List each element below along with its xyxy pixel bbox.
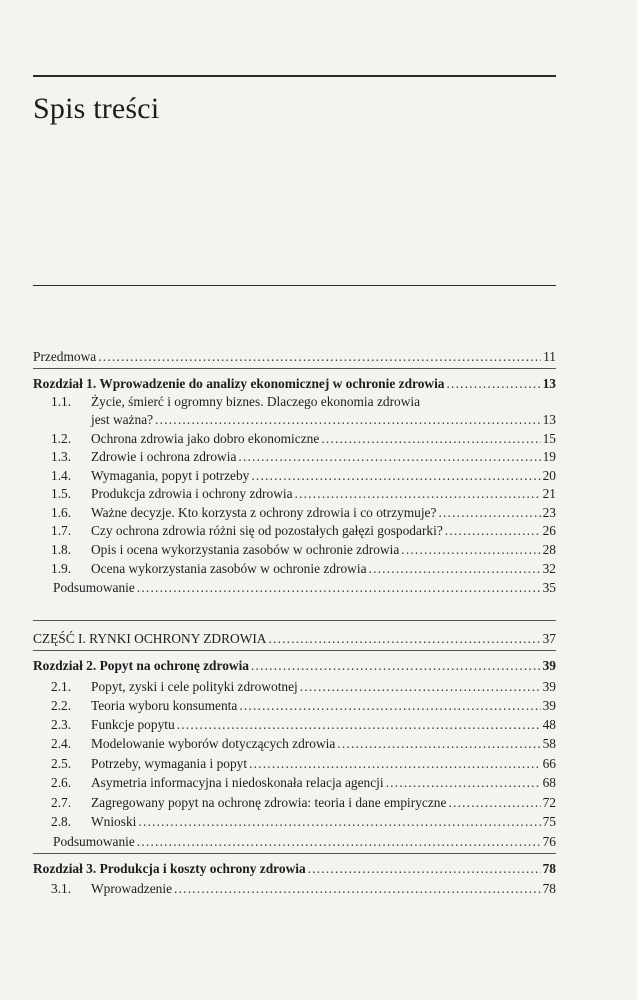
toc-page-number: 37 [542, 631, 556, 646]
toc-entry-number: 2.7. [51, 795, 72, 810]
toc-entry[interactable] [33, 860, 556, 878]
toc-page-number: 39 [542, 658, 556, 673]
toc-divider [33, 368, 556, 369]
toc-entry-title: Podsumowanie [53, 834, 135, 849]
toc-entry[interactable] [33, 657, 556, 675]
dot-leader [308, 860, 541, 878]
toc-entry[interactable] [33, 467, 556, 485]
toc-entry-number: 2.3. [51, 717, 72, 732]
toc-entry-title: Ochrona zdrowia jako dobro ekonomiczne [91, 431, 320, 446]
toc-page-number: 58 [542, 736, 556, 751]
dot-leader [155, 411, 541, 429]
top-rule [33, 75, 556, 77]
toc-entry-title: Zagregowany popyt na ochronę zdrowia: teoria i dane empiryczne [91, 795, 447, 810]
toc-entry[interactable] [33, 813, 556, 831]
dot-leader [447, 375, 541, 393]
toc-entry-title: Modelowanie wyborów dotyczących zdrowia [91, 736, 336, 751]
toc-entry-number: 2.4. [51, 736, 72, 751]
toc-entry-title: Teoria wyboru konsumenta [91, 698, 238, 713]
toc-entry-number: 1.6. [51, 505, 72, 520]
toc-entry-title: Funkcje popytu [91, 717, 175, 732]
dot-leader [369, 560, 541, 578]
toc-entry-title: Popyt, zyski i cele polityki zdrowotnej [91, 679, 298, 694]
toc-entry-number: 3.1. [51, 881, 72, 896]
dot-leader [401, 541, 540, 559]
dot-leader [251, 467, 540, 485]
dot-leader [386, 774, 541, 792]
dot-leader [138, 813, 540, 831]
dot-leader [137, 579, 541, 597]
dot-leader [249, 755, 541, 773]
toc-page-number: 78 [542, 881, 556, 896]
toc-entry[interactable] [33, 697, 556, 715]
toc-entry-title: Podsumowanie [53, 580, 135, 595]
dot-leader [239, 697, 540, 715]
toc-entry-title: Czy ochrona zdrowia różni się od pozostałych gałęzi gospodarki? [91, 523, 443, 538]
toc-page-number: 21 [542, 486, 556, 501]
toc-entry[interactable] [33, 774, 556, 792]
toc-entry-title: Rozdział 3. Produkcja i koszty ochrony zdrowia [33, 861, 306, 876]
dot-leader [98, 348, 541, 366]
toc-entry[interactable] [33, 735, 556, 753]
toc-entry[interactable] [33, 448, 556, 466]
toc-page-number: 76 [542, 834, 556, 849]
toc-entry-title: Przedmowa [33, 349, 97, 364]
toc-entry[interactable] [33, 560, 556, 578]
toc-entry-title: Ważne decyzje. Kto korzysta z ochrony zdrowia i co otrzymuje? [91, 505, 437, 520]
toc-entry-number: 1.7. [51, 523, 72, 538]
toc-entry[interactable] [33, 716, 556, 734]
toc-page-number: 20 [542, 468, 556, 483]
toc-entry[interactable] [33, 393, 556, 411]
toc-divider [33, 650, 556, 651]
toc-page-number: 13 [542, 412, 556, 427]
dot-leader [295, 485, 541, 503]
toc-entry[interactable] [33, 755, 556, 773]
toc-entry-title: Produkcja zdrowia i ochrony zdrowia [91, 486, 293, 501]
toc-entry-number: 1.1. [51, 394, 72, 409]
dot-leader [445, 522, 541, 540]
toc-page-number: 48 [542, 717, 556, 732]
toc-page-number: 75 [542, 814, 556, 829]
toc-page-number: 26 [542, 523, 556, 538]
toc-entry-number: 1.9. [51, 561, 72, 576]
dot-leader [337, 735, 540, 753]
page-title: Spis treści [33, 92, 160, 125]
toc-entry[interactable] [33, 833, 556, 851]
section-rule [33, 285, 556, 286]
toc-entry[interactable] [33, 541, 556, 559]
toc-entry[interactable] [33, 348, 556, 366]
dot-leader [300, 678, 541, 696]
dot-leader [174, 880, 541, 898]
toc-page-number: 19 [542, 449, 556, 464]
toc-entry-title: Asymetria informacyjna i niedoskonała relacja agencji [91, 775, 384, 790]
toc-entry-title: Rozdział 1. Wprowadzenie do analizy ekonomicznej w ochronie zdrowia [33, 376, 445, 391]
toc-entry[interactable] [33, 504, 556, 522]
toc-entry-number: 2.8. [51, 814, 72, 829]
toc-entry-title: Życie, śmierć i ogromny biznes. Dlaczego ekonomia zdrowia [91, 394, 421, 409]
toc-page-number: 28 [542, 542, 556, 557]
toc-entry-title: Opis i ocena wykorzystania zasobów w ochronie zdrowia [91, 542, 400, 557]
toc-entry-title: jest ważna? [91, 412, 154, 427]
toc-page-number: 23 [542, 505, 556, 520]
toc-page-number: 13 [542, 376, 556, 391]
toc-entry[interactable] [33, 375, 556, 393]
toc-page-number: 11 [543, 349, 556, 364]
toc-entry-number: 1.5. [51, 486, 72, 501]
dot-leader [448, 794, 540, 812]
toc-entry-title: Zdrowie i ochrona zdrowia [91, 449, 237, 464]
toc-entry[interactable] [33, 678, 556, 696]
toc-page-number: 39 [542, 679, 556, 694]
toc-divider [33, 620, 556, 621]
toc-entry[interactable] [33, 579, 556, 597]
toc-entry[interactable] [33, 630, 556, 648]
toc-page-number: 35 [542, 580, 556, 595]
dot-leader [438, 504, 540, 522]
toc-page-number: 78 [542, 861, 556, 876]
toc-page-number: 15 [542, 431, 556, 446]
toc-entry-number: 2.5. [51, 756, 72, 771]
dot-leader [268, 630, 540, 648]
dot-leader [177, 716, 541, 734]
toc-entry-title: Wnioski [91, 814, 137, 829]
toc-entry-number: 1.8. [51, 542, 72, 557]
toc-page-number: 66 [542, 756, 556, 771]
toc-entry[interactable] [33, 880, 556, 898]
toc-entry-title: CZĘŚĆ I. RYNKI OCHRONY ZDROWIA [33, 631, 267, 646]
toc-page-number: 32 [542, 561, 556, 576]
toc-page-number: 39 [542, 698, 556, 713]
toc-entry-number: 1.4. [51, 468, 72, 483]
toc-entry-title: Wprowadzenie [91, 881, 173, 896]
toc-page-number: 68 [542, 775, 556, 790]
toc-entry[interactable] [33, 522, 556, 540]
toc-entry-number: 1.2. [51, 431, 72, 446]
toc-divider [33, 853, 556, 854]
toc-entry-number: 2.1. [51, 679, 72, 694]
toc-page-number: 72 [542, 795, 556, 810]
toc-entry-title: Rozdział 2. Popyt na ochronę zdrowia [33, 658, 249, 673]
toc-entry-title: Wymagania, popyt i potrzeby [91, 468, 250, 483]
toc-entry-title: Potrzeby, wymagania i popyt [91, 756, 248, 771]
toc-entry-number: 2.2. [51, 698, 72, 713]
toc-entry-number: 2.6. [51, 775, 72, 790]
dot-leader [238, 448, 540, 466]
toc-entry[interactable] [33, 411, 556, 429]
toc-entry[interactable] [33, 794, 556, 812]
dot-leader [321, 430, 540, 448]
toc-entry-title: Ocena wykorzystania zasobów w ochronie zdrowia [91, 561, 367, 576]
dot-leader [251, 657, 541, 675]
toc-entry[interactable] [33, 485, 556, 503]
toc-entry-number: 1.3. [51, 449, 72, 464]
dot-leader [137, 833, 541, 851]
toc-entry[interactable] [33, 430, 556, 448]
